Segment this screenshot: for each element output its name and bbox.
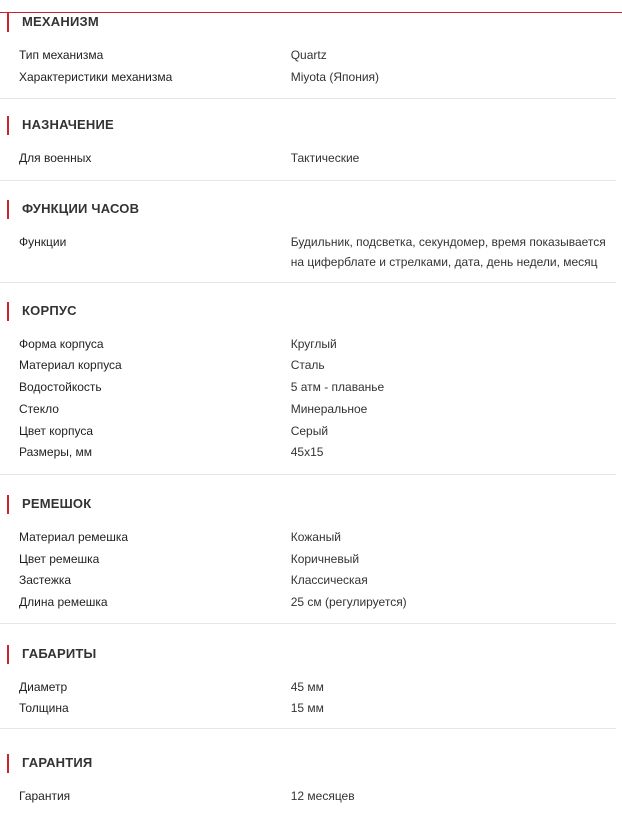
spec-value: 25 см (регулируется): [290, 594, 407, 609]
spec-value: 12 месяцев: [290, 789, 355, 803]
spec-row-strap-color: [0, 549, 616, 569]
spec-label: Диаметр: [19, 679, 68, 694]
spec-row-strap-length: [0, 592, 616, 612]
spec-value: 45 мм: [290, 679, 324, 694]
spec-row-clasp: [0, 570, 616, 590]
spec-value: Минеральное: [290, 401, 368, 416]
section-purpose: [0, 115, 616, 181]
section-header-case: [0, 301, 616, 321]
spec-row-diameter: [0, 677, 616, 697]
spec-label: Характеристики механизма: [19, 69, 173, 84]
spec-value: Miyota (Япония): [290, 69, 380, 84]
section-header-dimensions: [0, 644, 616, 664]
section-title: ГАРАНТИЯ: [22, 755, 93, 770]
spec-label: Застежка: [19, 573, 72, 588]
section-watch-functions: [0, 199, 616, 283]
spec-value: 15 мм: [290, 701, 324, 716]
spec-label: Цвет ремешка: [19, 551, 100, 566]
spec-label: Стекло: [19, 401, 59, 416]
section-case: [0, 301, 616, 475]
spec-label: Толщина: [19, 701, 69, 716]
section-title: РЕМЕШОК: [22, 495, 92, 511]
spec-value: Круглый: [290, 336, 337, 351]
spec-row-strap-material: [0, 527, 616, 547]
spec-value: Коричневый: [290, 551, 360, 566]
section-title: КОРПУС: [22, 302, 77, 318]
section-header-strap: [0, 494, 616, 514]
section-marker: [7, 116, 9, 135]
spec-value: Классическая: [290, 573, 368, 588]
section-header-purpose: [0, 115, 616, 135]
spec-label: Функции: [19, 235, 67, 250]
spec-row-mechanism-type: [0, 45, 616, 65]
section-dimensions: [0, 644, 616, 729]
section-marker: [7, 495, 9, 514]
section-header-mechanism: [0, 12, 616, 32]
spec-value: Кожаный: [290, 529, 341, 544]
spec-label: Цвет корпуса: [19, 423, 93, 438]
spec-label: Гарантия: [19, 789, 71, 803]
spec-value: 5 атм - плаванье: [290, 380, 385, 395]
section-strap: [0, 494, 616, 624]
section-marker: [7, 200, 9, 219]
spec-row-military: [0, 148, 616, 168]
spec-value: 45x15: [290, 445, 324, 460]
section-warranty: [0, 753, 616, 817]
spec-row-case-color: [0, 421, 616, 441]
section-marker: [7, 13, 9, 32]
spec-label: Материал корпуса: [19, 358, 122, 373]
spec-row-water-resistance: [0, 377, 616, 397]
spec-label: Размеры, мм: [19, 445, 93, 460]
spec-value: Quartz: [290, 48, 327, 62]
spec-row-warranty: [0, 786, 616, 806]
spec-row-glass: [0, 399, 616, 419]
spec-label: Форма корпуса: [19, 336, 104, 351]
section-header-watch-functions: [0, 199, 616, 219]
spec-label: Тип механизма: [19, 48, 104, 62]
spec-row-dimensions: [0, 442, 616, 462]
spec-value: Будильник, подсветка, секундомер, время показывается на циферблате и стрелками, дата, день недели, месяц: [290, 235, 606, 270]
spec-label: Водостойкость: [19, 380, 102, 395]
spec-label: Для военных: [19, 151, 92, 166]
section-mechanism: [0, 12, 616, 99]
section-title: ГАБАРИТЫ: [22, 645, 97, 661]
spec-row-mechanism-characteristics: [0, 67, 616, 87]
section-title: МЕХАНИЗМ: [22, 14, 99, 29]
section-marker: [7, 302, 9, 321]
spec-row-case-material: [0, 355, 616, 375]
spec-value: Серый: [290, 423, 329, 438]
section-marker: [7, 645, 9, 664]
section-marker: [7, 754, 9, 773]
spec-row-case-shape: [0, 334, 616, 354]
section-title: НАЗНАЧЕНИЕ: [22, 117, 114, 133]
section-header-warranty: [0, 753, 616, 773]
section-title: ФУНКЦИИ ЧАСОВ: [22, 201, 140, 217]
spec-value: Сталь: [290, 358, 325, 373]
spec-label: Материал ремешка: [19, 529, 129, 544]
spec-value: Тактические: [290, 151, 360, 166]
spec-label: Длина ремешка: [19, 594, 108, 609]
spec-row-thickness: [0, 698, 616, 718]
spec-row-functions: [0, 232, 616, 272]
